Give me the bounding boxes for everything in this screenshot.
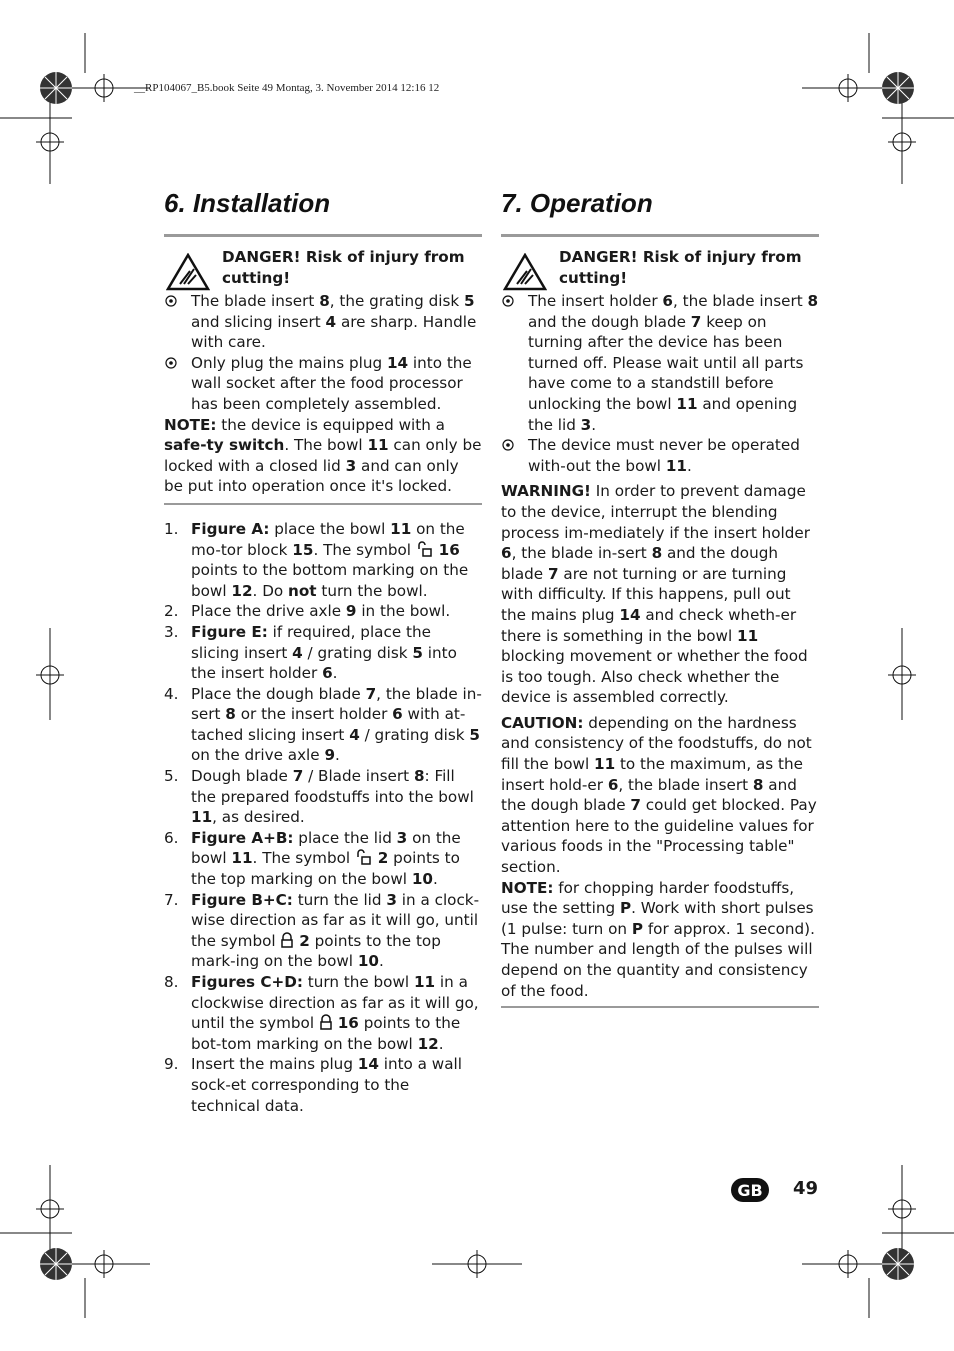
warning-paragraph: WARNING! In order to prevent damage to the device, interrupt the blending process im-mediately if the insert holder 6, the blade in-sert 8 and the dough blade 7 are not turning or are turning with difficulty. If this happens, pull out the mains plug 14 and check wheth-er there is something in the bowl 11 blocking movement or whether the food is too tough. Also check whether the device is assembled correctly. <box>501 482 810 707</box>
section-title-operation: 7. Operation <box>501 188 653 218</box>
divider <box>164 503 482 505</box>
warning-cut-icon <box>166 253 210 291</box>
page-number: 49 <box>793 1178 819 1199</box>
section-title-installation: 6. Installation <box>164 188 331 218</box>
print-header: __RP104067_B5.book Seite 49 Montag, 3. November 2014 12:16 12 <box>134 82 440 94</box>
list-item: Only plug the mains plug 14 into the wall socket after the food processor has been completely assembled. <box>164 353 482 415</box>
warning-cut-icon <box>503 253 547 291</box>
step-1: 1. Figure A: place the bowl 11 on the mo-tor block 15. The symbol 16 points to the bottom marking on the bowl 12. Do not turn the bowl. <box>164 519 469 600</box>
operation-column <box>501 234 819 1008</box>
installation-steps <box>164 519 482 1116</box>
step-3: 3. Figure E: if required, place the slicing insert 4 / grating disk 5 into the insert holder 6. <box>164 622 457 683</box>
step-9: 9. Insert the mains plug 14 into a wall sock-et corresponding to the technical data. <box>164 1055 462 1115</box>
list-item: The blade insert 8, the grating disk 5 and slicing insert 4 are sharp. Handle with care. <box>164 291 482 353</box>
divider <box>501 234 819 237</box>
lock-open-icon <box>355 849 373 865</box>
bullet-dot-icon <box>501 291 515 311</box>
bullet-dot-icon <box>501 435 515 455</box>
installation-column <box>164 234 482 1116</box>
lock-closed-icon <box>280 932 294 948</box>
note-paragraph: NOTE: for chopping harder foodstuffs, use the setting P. Work with short pulses (1 pulse: turn on P for approx. 1 second). The number and length of the pulses will depend on the quantity and consistency of the food. <box>501 878 815 1000</box>
step-8: 8. Figures C+D: turn the bowl 11 in a clockwise direction as far as it will go, until the symbol 16 points to the bot-tom marking on the bowl 12. <box>164 973 479 1053</box>
lock-closed-icon <box>319 1014 333 1030</box>
lock-open-icon <box>416 541 434 557</box>
danger-text: DANGER! Risk of injury from cutting! <box>222 248 465 287</box>
divider <box>164 234 482 237</box>
caution-paragraph: CAUTION: depending on the hardness and consistency of the foodstuffs, do not fill the bowl 11 to the maximum, as the insert hold-er 6, the blade insert 8 and the dough blade 7 could get blocked. Pay attention here to the guideline values for various foods in the "Processing table" section. <box>501 713 817 877</box>
bullet-dot-icon <box>164 291 178 311</box>
step-2: 2. Place the drive axle 9 in the bowl. <box>164 602 451 621</box>
country-badge: GB <box>731 1178 769 1202</box>
danger-text: DANGER! Risk of injury from cutting! <box>559 248 802 287</box>
step-7: 7. Figure B+C: turn the lid 3 in a clock-wise direction as far as it will go, until the symbol 2 points to the top mark-ing on the bowl 10. <box>164 890 480 971</box>
bullet-dot-icon <box>164 353 178 373</box>
step-5: 5. Dough blade 7 / Blade insert 8: Fill the prepared foodstuffs into the bowl 11, as desired. <box>164 767 474 827</box>
divider <box>501 1006 819 1008</box>
step-6: 6. Figure A+B: place the lid 3 on the bowl 11. The symbol 2 points to the top marking on the bowl 10. <box>164 828 461 889</box>
danger-box <box>164 247 482 291</box>
step-4: 4. Place the dough blade 7, the blade in-sert 8 or the insert holder 6 with at-tached slicing insert 4 / grating disk 5 on the drive axle 9. <box>164 684 482 765</box>
note-paragraph: NOTE: the device is equipped with a safe-ty switch. The bowl 11 can only be locked with a closed lid 3 and can only be put into operation once it's locked. <box>164 415 482 496</box>
list-item: The insert holder 6, the blade insert 8 and the dough blade 7 keep on turning after the device has been turned off. Please wait until all parts have come to a standstill before unlocking the bowl 11 and opening the lid 3. <box>501 291 819 435</box>
danger-box <box>501 247 819 291</box>
list-item: The device must never be operated with-out the bowl 11. <box>501 435 819 476</box>
